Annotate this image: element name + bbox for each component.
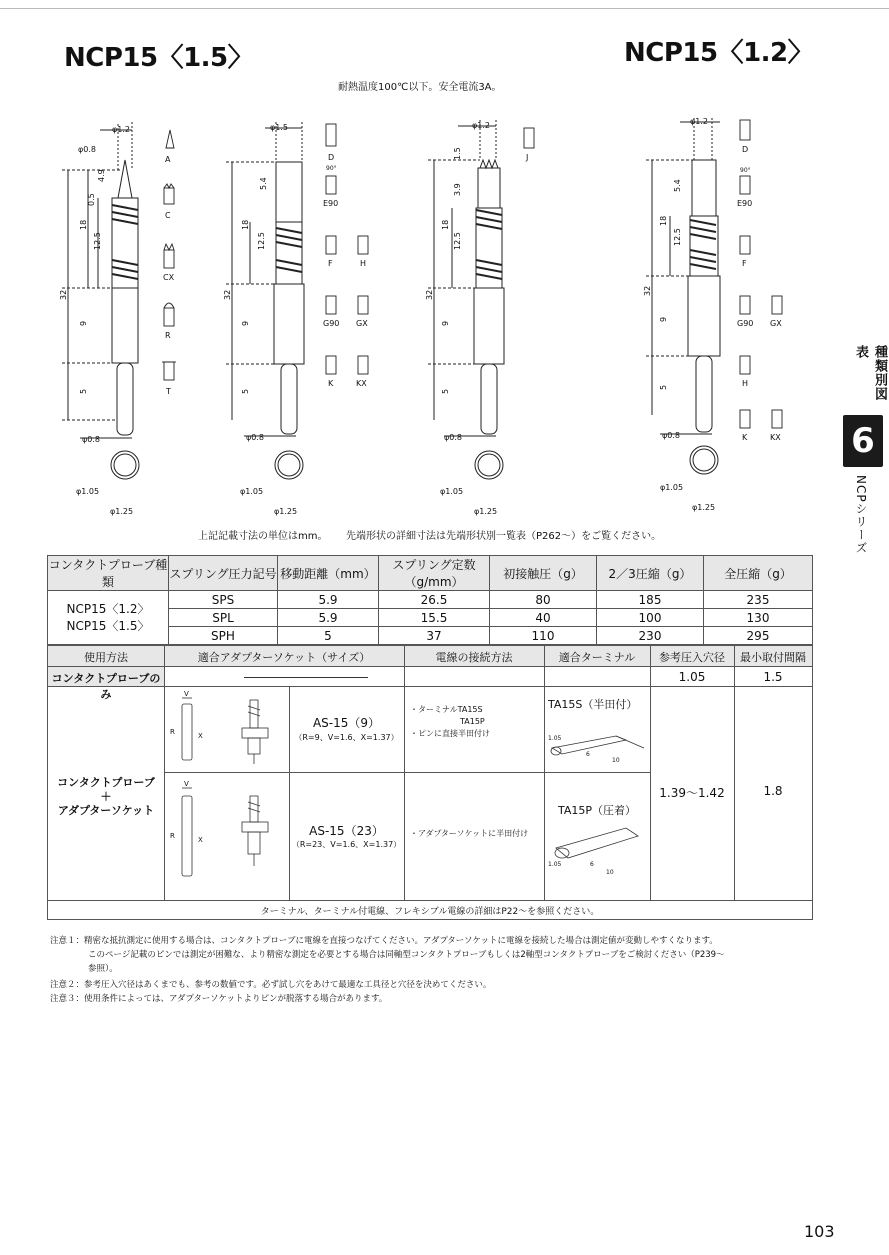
title-left: NCP15〈1.5〉 <box>64 43 254 73</box>
tip-label: H <box>360 259 367 268</box>
dim-text: 5 <box>659 384 668 390</box>
dim-text: 32 <box>59 289 68 300</box>
dim-text: 4.9 <box>97 169 106 182</box>
dim-text: φ1.2 <box>112 125 130 134</box>
svg-text:X: X <box>198 836 203 844</box>
dim-text: φ1.05 <box>440 487 464 496</box>
tip-label: A <box>165 155 171 164</box>
tip-label: D <box>742 145 749 154</box>
dim-text: 18 <box>241 219 250 230</box>
spec-header-cell: コンタクトプローブ種類 <box>48 556 169 591</box>
tip-label: GX <box>770 319 782 328</box>
dim-text: 5.4 <box>259 177 268 190</box>
usage-table-footer: ターミナル、ターミナル付電線、フレキシブル電線の詳細はP22～を参照ください。 <box>260 907 600 917</box>
sidebar-series: NCPシリーズ <box>854 475 868 555</box>
spec-header-cell: 2／3圧縮（g） <box>597 556 704 591</box>
table-cell: 5.9 <box>278 591 379 609</box>
dim-text: φ0.8 <box>662 431 680 440</box>
sidebar <box>837 345 889 555</box>
tip-shapes <box>162 120 782 428</box>
dim-text: 5 <box>441 388 450 394</box>
dim-text: 32 <box>223 289 232 300</box>
usage-header-cell: 最小取付間隔 <box>740 651 806 664</box>
top-rule <box>0 8 889 9</box>
note-text: このページ記載のピンでは測定が困難な、より精密な測定を必要とする場合は同軸型コンタクトプローブもしくは2軸型コンタクトプローブをご検討ください（P239～ <box>88 950 725 960</box>
table-cell: 185 <box>597 591 704 609</box>
tip-label: C <box>165 211 171 220</box>
dim-text: 18 <box>441 219 450 230</box>
tip-label: H <box>742 379 749 388</box>
note-label: 注意３： <box>50 994 85 1004</box>
spec-header-cell: 初接触圧（g） <box>490 556 597 591</box>
dim-text: 9 <box>79 320 88 326</box>
dim-text: 1.5 <box>453 147 462 160</box>
dim-text: φ1.05 <box>660 483 684 492</box>
usage-header-cell: 適合ターミナル <box>558 651 636 664</box>
table-cell: SPS <box>169 591 278 609</box>
usage-header-cell: 参考圧入穴径 <box>659 651 725 664</box>
dim-text: φ1.2 <box>472 121 490 130</box>
chapter-tab: 6 <box>843 415 883 467</box>
probe-name: NCP15〈1.5〉 <box>66 618 150 633</box>
dim-text: φ1.25 <box>274 507 298 516</box>
note-text: 使用条件によっては、アダプターソケットよりピンが脱落する場合があります。 <box>84 994 388 1004</box>
usage-header-cell: 電線の接続方法 <box>435 651 513 664</box>
tip-label: T <box>166 387 171 396</box>
tip-label: K <box>742 433 748 442</box>
note-text: 精密な抵抗測定に使用する場合は、コンタクトプローブに電線を直接つなげてください。アダプターソケットに電線を接続した場合は測定値が変動しやすくなります。 <box>84 936 718 946</box>
spec-table <box>47 555 813 645</box>
tip-label: F <box>742 259 747 268</box>
hole-diameter-1: 1.05 <box>678 670 706 684</box>
min-pitch-1: 1.5 <box>763 670 783 684</box>
tip-label: KX <box>356 379 367 388</box>
subtitle: 耐熱温度100℃以下。安全電流3A。 <box>338 82 502 93</box>
connection-method-1: ・ターミナルTA15S TA15P ・ピンに直接半田付け <box>410 705 490 738</box>
terminal-1: TA15S（半田付） <box>548 698 638 711</box>
table-cell: 235 <box>704 591 813 609</box>
table-cell: 110 <box>490 627 597 645</box>
socket-dims-1: （R=9、V=1.6、X=1.37） <box>294 733 399 742</box>
tip-label: J <box>526 153 529 162</box>
dim-text: 9 <box>241 320 250 326</box>
dim-text: 12.5 <box>673 228 682 246</box>
usage-table <box>47 645 813 920</box>
sidebar-category: 種類別図表 <box>853 345 887 401</box>
dim-text: φ0.8 <box>78 145 96 154</box>
table-cell: 295 <box>704 627 813 645</box>
dim-text: 9 <box>441 320 450 326</box>
spec-header-cell: 移動距離（mm） <box>278 556 379 591</box>
tip-angle: 90° <box>326 165 337 172</box>
probe-drawing-4 <box>646 118 720 474</box>
spec-header-cell: 全圧縮（g） <box>704 556 813 591</box>
probe-drawings <box>40 110 830 530</box>
caption-ref: 先端形状の詳細寸法は先端形状別一覧表（P262～）をご覧ください。 <box>346 531 662 542</box>
table-cell: SPL <box>169 609 278 627</box>
dim-text: 32 <box>425 289 434 300</box>
dim-text: φ1.25 <box>692 503 716 512</box>
table-cell: 5.9 <box>278 609 379 627</box>
dim-text: φ0.8 <box>246 433 264 442</box>
socket-dims-2: （R=23、V=1.6、X=1.37） <box>291 840 402 849</box>
svg-text:6: 6 <box>586 751 590 758</box>
terminal-2: TA15P（圧着） <box>558 804 637 817</box>
min-pitch-2: 1.8 <box>763 784 783 798</box>
dim-text: 5 <box>241 388 250 394</box>
notes <box>50 934 820 1006</box>
tip-label: D <box>328 153 335 162</box>
dim-text: 0.5 <box>87 193 96 206</box>
socket-drawing-1 <box>168 690 286 768</box>
note-label: 注意１： <box>50 936 85 946</box>
socket-name-1: AS-15（9） <box>312 716 381 730</box>
spec-table-header <box>48 556 813 591</box>
dim-text: 3.9 <box>453 183 462 196</box>
svg-text:V: V <box>184 690 189 698</box>
dim-text: φ1.05 <box>240 487 264 496</box>
dim-text: 18 <box>79 219 88 230</box>
svg-text:10: 10 <box>606 869 614 876</box>
table-cell: 40 <box>490 609 597 627</box>
tip-label: CX <box>163 273 175 282</box>
dim-text: φ1.2 <box>690 117 708 126</box>
tip-label: G90 <box>737 319 754 328</box>
note-label: 注意２： <box>50 980 85 990</box>
dim-text: φ1.25 <box>474 507 498 516</box>
socket-drawing-2 <box>168 776 286 896</box>
spec-header-cell: スプリング圧力記号 <box>169 556 278 591</box>
tip-angle: 90° <box>740 167 751 174</box>
table-cell: 15.5 <box>379 609 490 627</box>
dim-text: φ1.25 <box>110 507 134 516</box>
svg-text:X: X <box>198 732 203 740</box>
dim-text: 32 <box>643 285 652 296</box>
row-label-probe-only: コンタクトプローブのみ <box>51 672 161 701</box>
table-cell: 5 <box>278 627 379 645</box>
dim-text: 12.5 <box>453 232 462 250</box>
hole-diameter-2: 1.39～1.42 <box>659 786 725 800</box>
spec-header-cell: スプリング定数（g/mm） <box>379 556 490 591</box>
connection-method-2: ・アダプターソケットに半田付け <box>410 829 529 838</box>
svg-text:R: R <box>170 728 175 736</box>
table-cell: 130 <box>704 609 813 627</box>
svg-text:10: 10 <box>612 757 620 764</box>
probe-name: NCP15〈1.2〉 <box>66 601 150 616</box>
tip-label: R <box>165 331 171 340</box>
page-number: 103 <box>804 1222 835 1241</box>
tip-label: E90 <box>323 199 339 208</box>
row-label-with-socket: コンタクトプローブ ＋ アダプターソケット <box>57 776 155 817</box>
note-text: 参考圧入穴径はあくまでも、参考の数値です。必ず試し穴をあけて最適な工具径と穴径を決めてください。 <box>84 980 492 990</box>
tip-label: E90 <box>737 199 753 208</box>
svg-text:V: V <box>184 780 189 788</box>
terminal-2-drawing <box>546 822 650 882</box>
tip-label: G90 <box>323 319 340 328</box>
table-cell: 100 <box>597 609 704 627</box>
dim-text: φ1.05 <box>76 487 100 496</box>
table-cell: 80 <box>490 591 597 609</box>
svg-text:6: 6 <box>590 861 594 868</box>
table-cell: 37 <box>379 627 490 645</box>
table-cell: 26.5 <box>379 591 490 609</box>
tip-label: F <box>328 259 333 268</box>
tip-label: GX <box>356 319 368 328</box>
svg-text:1.05: 1.05 <box>548 861 562 868</box>
svg-text:R: R <box>170 832 175 840</box>
socket-name-2: AS-15（23） <box>309 824 384 838</box>
dash-line <box>244 677 368 678</box>
usage-header-cell: 適合アダプターソケット（サイズ） <box>197 651 371 664</box>
probe-drawing-3 <box>428 120 504 479</box>
svg-text:1.05: 1.05 <box>548 735 562 742</box>
probe-drawing-2 <box>226 122 304 479</box>
dim-text: 5 <box>79 388 88 394</box>
caption-unit: 上記記載寸法の単位はmm。 <box>198 531 328 542</box>
table-cell: SPH <box>169 627 278 645</box>
dim-text: 12.5 <box>93 232 102 250</box>
usage-header-cell: 使用方法 <box>84 651 128 664</box>
dim-text: φ0.8 <box>82 435 100 444</box>
note-text: 参照）。 <box>88 964 118 974</box>
probe-type-cell <box>48 591 169 645</box>
dim-text: 9 <box>659 316 668 322</box>
tip-label: K <box>328 379 334 388</box>
tip-label: KX <box>770 433 781 442</box>
dim-text: 18 <box>659 215 668 226</box>
dim-text: φ1.5 <box>270 123 288 132</box>
table-cell: 230 <box>597 627 704 645</box>
dim-text: φ0.8 <box>444 433 462 442</box>
table-row <box>48 591 813 609</box>
title-right: NCP15〈1.2〉 <box>624 38 814 68</box>
dim-text: 12.5 <box>257 232 266 250</box>
terminal-1-drawing <box>546 718 650 772</box>
dim-text: 5.4 <box>673 179 682 192</box>
